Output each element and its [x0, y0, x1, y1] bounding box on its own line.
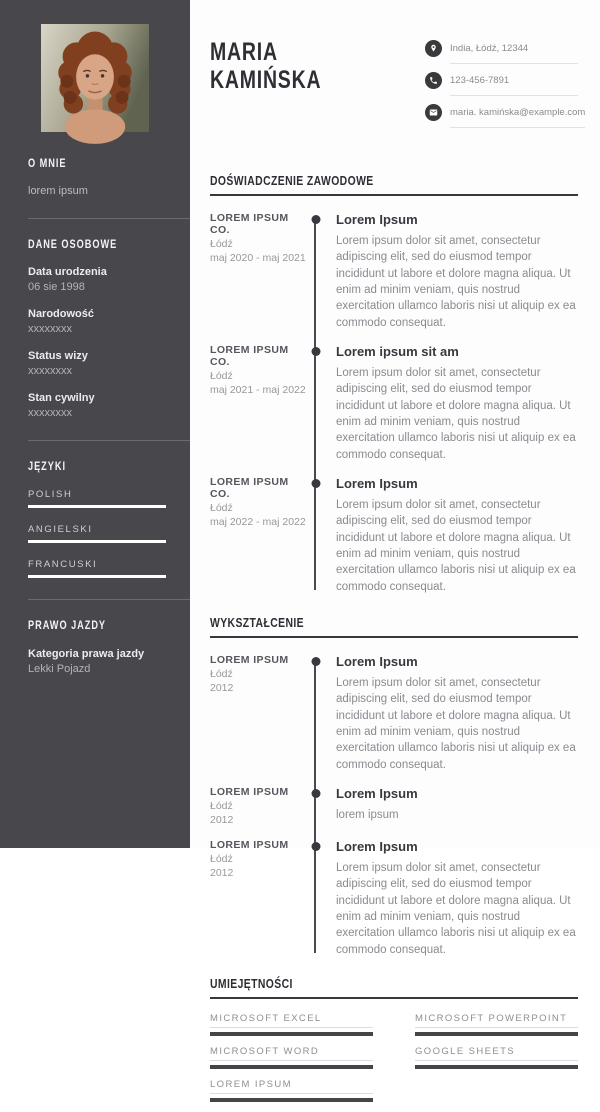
language-name: POLISH — [28, 489, 73, 500]
job-description: Lorem ipsum dolor sit amet, consectetur adipiscing elit, sed do eiusmod tempor incididunt ut labore et dolore magna aliqua. Ut enim ad minim veniam, quis nostrud exercitation ullamco laboris nisi ut aliquip ex ea commodo consequat. — [336, 366, 576, 461]
field-value: 06 sie 1998 — [28, 281, 85, 293]
contact-email-text: maria. kamińska@example.com — [450, 107, 586, 118]
timeline-dot — [312, 657, 321, 666]
timeline-dot — [312, 347, 321, 356]
employment-dates: maj 2020 - maj 2021 — [210, 252, 306, 264]
education-heading-text: WYKSZTAŁCENIE — [210, 614, 304, 630]
languages-heading — [28, 461, 190, 473]
skill-level-bar — [210, 1098, 373, 1102]
education-dates: 2012 — [210, 866, 234, 879]
field-value: xxxxxxxx — [28, 365, 72, 377]
location-pin-icon — [425, 40, 442, 57]
person-name — [210, 38, 353, 94]
company-name: LOREM IPSUM CO. — [210, 343, 289, 368]
sidebar-divider — [28, 440, 190, 441]
employment-dates: maj 2022 - maj 2022 — [210, 515, 306, 528]
skill-name: LOREM IPSUM — [210, 1079, 373, 1094]
company-city: Łódź — [210, 369, 233, 382]
job-title: Lorem Ipsum — [336, 475, 418, 491]
school-city: Łódź — [210, 667, 233, 680]
education-description: lorem ipsum — [336, 808, 399, 821]
language-item — [28, 524, 190, 543]
degree-title: Lorem Ipsum — [336, 653, 418, 669]
header-row — [210, 38, 586, 136]
skills-heading — [210, 976, 578, 999]
timeline-dot — [312, 789, 321, 798]
job-title: Lorem Ipsum — [336, 212, 418, 227]
education-entry — [210, 786, 578, 826]
sidebar-section-driving-license — [28, 620, 190, 675]
skill-item — [210, 1046, 373, 1069]
company-city: Łódź — [210, 238, 233, 250]
field-label: Status wizy — [28, 350, 88, 362]
skill-item — [415, 1013, 578, 1036]
field-label: Data urodzenia — [28, 266, 107, 278]
field-label: Stan cywilny — [28, 392, 95, 404]
skill-name: MICROSOFT WORD — [210, 1046, 373, 1061]
education-description: Lorem ipsum dolor sit amet, consectetur adipiscing elit, sed do eiusmod tempor incididunt ut labore et dolore magna aliqua. Ut enim ad minim veniam, quis nostrud exercitation ullamco laboris nisi ut aliquip ex ea commodo consequat. — [336, 861, 576, 956]
driving-license-heading — [28, 620, 190, 632]
language-item — [28, 559, 190, 578]
profile-photo-illustration — [41, 24, 149, 132]
contact-row-email — [425, 104, 586, 128]
company-city: Łódź — [210, 501, 233, 514]
person-last-name: KAMIŃSKA — [210, 66, 322, 94]
driving-license-heading-text: PRAWO JAZDY — [28, 620, 107, 632]
sidebar-section-about — [28, 158, 190, 197]
contact-block — [425, 40, 586, 136]
language-name: FRANCUSKI — [28, 559, 98, 570]
person-first-name: MARIA — [210, 38, 278, 66]
timeline-dot — [312, 842, 321, 851]
school-name: LOREM IPSUM — [210, 785, 289, 798]
experience-heading — [210, 173, 578, 196]
experience-heading-text: DOŚWIADCZENIE ZAWODOWE — [210, 173, 374, 188]
personal-field-nationality — [28, 308, 190, 335]
employment-dates: maj 2021 - maj 2022 — [210, 383, 306, 396]
email-icon — [425, 104, 442, 121]
field-value: xxxxxxxx — [28, 407, 72, 419]
skills-section — [210, 976, 578, 1112]
skill-level-bar — [210, 1032, 373, 1036]
skills-grid — [210, 1013, 578, 1112]
degree-title: Lorem Ipsum — [336, 785, 418, 801]
skill-item — [210, 1013, 373, 1036]
experience-entry — [210, 344, 578, 463]
experience-entries — [210, 212, 578, 595]
experience-section — [210, 173, 578, 595]
personal-heading-text: DANE OSOBOWE — [28, 239, 118, 251]
driving-license-value: Lekki Pojazd — [28, 663, 91, 675]
contact-location-text: India, Łódź, 12344 — [450, 43, 529, 54]
about-text: lorem ipsum — [28, 185, 88, 197]
skill-name: MICROSOFT POWERPOINT — [415, 1013, 578, 1028]
phone-icon — [425, 72, 442, 89]
school-name: LOREM IPSUM — [210, 653, 289, 666]
language-item — [28, 489, 190, 508]
contact-row-location — [425, 40, 578, 64]
languages-heading-text: JĘZYKI — [28, 461, 66, 473]
education-section — [210, 615, 578, 958]
experience-entry — [210, 212, 578, 331]
education-entry — [210, 654, 578, 773]
sidebar-divider — [28, 218, 190, 219]
sidebar-section-languages — [28, 461, 190, 578]
sidebar-divider — [28, 599, 190, 600]
skill-level-bar — [210, 1065, 373, 1069]
skills-column-right — [415, 1013, 578, 1112]
language-name: ANGIELSKI — [28, 524, 93, 535]
profile-photo — [41, 24, 149, 132]
skills-heading-text: UMIEJĘTNOŚCI — [210, 975, 293, 991]
contact-phone-text: 123-456-7891 — [450, 75, 510, 86]
skills-column-left — [210, 1013, 373, 1112]
about-heading-text: O MNIE — [28, 158, 67, 170]
school-city: Łódź — [210, 852, 233, 865]
company-name: LOREM IPSUM CO. — [210, 475, 289, 500]
experience-entry — [210, 476, 578, 595]
sidebar-section-personal — [28, 239, 190, 419]
job-description: Lorem ipsum dolor sit amet, consectetur adipiscing elit, sed do eiusmod tempor incididunt ut labore et dolore magna aliqua. Ut enim ad minim veniam, quis nostrud exercitation ullamco laboris nisi ut aliquip ex ea commodo consequat. — [336, 498, 576, 593]
education-entry — [210, 839, 578, 958]
sidebar — [0, 0, 190, 848]
personal-field-visa-status — [28, 350, 190, 377]
driving-license-label: Kategoria prawa jazdy — [28, 648, 145, 660]
school-name: LOREM IPSUM — [210, 838, 289, 851]
school-city: Łódź — [210, 799, 233, 812]
language-level-bar — [28, 505, 166, 508]
education-description: Lorem ipsum dolor sit amet, consectetur adipiscing elit, sed do eiusmod tempor incididunt ut labore et dolore magna aliqua. Ut enim ad minim veniam, quis nostrud exercitation ullamco laboris nisi ut aliquip ex ea commodo consequat. — [336, 676, 576, 771]
skill-level-bar — [415, 1065, 578, 1069]
field-label: Narodowość — [28, 308, 95, 320]
personal-field-birthdate — [28, 266, 190, 293]
about-heading — [28, 158, 190, 170]
education-dates: 2012 — [210, 813, 234, 826]
skill-item — [210, 1079, 373, 1102]
timeline-dot — [312, 215, 321, 224]
job-title: Lorem ipsum sit am — [336, 343, 459, 359]
education-dates: 2012 — [210, 681, 234, 694]
contact-row-phone — [425, 72, 578, 96]
education-heading — [210, 615, 578, 638]
language-level-bar — [28, 575, 166, 578]
skill-item — [415, 1046, 578, 1069]
language-level-bar — [28, 540, 166, 543]
job-description: Lorem ipsum dolor sit amet, consectetur adipiscing elit, sed do eiusmod tempor incididunt ut labore et dolore magna aliqua. Ut enim ad minim veniam, quis nostrud exercitation ullamco laboris nisi ut aliquip ex ea commodo consequat. — [336, 235, 576, 329]
personal-heading — [28, 239, 190, 251]
resume-main — [190, 0, 600, 1090]
personal-field-marital-status — [28, 392, 190, 419]
company-name: LOREM IPSUM CO. — [210, 212, 289, 236]
field-value: xxxxxxxx — [28, 323, 72, 335]
skill-level-bar — [415, 1032, 578, 1036]
skill-name: MICROSOFT EXCEL — [210, 1013, 373, 1028]
skill-name: GOOGLE SHEETS — [415, 1046, 578, 1061]
timeline-dot — [312, 479, 321, 488]
degree-title: Lorem Ipsum — [336, 838, 418, 854]
education-entries — [210, 654, 578, 958]
